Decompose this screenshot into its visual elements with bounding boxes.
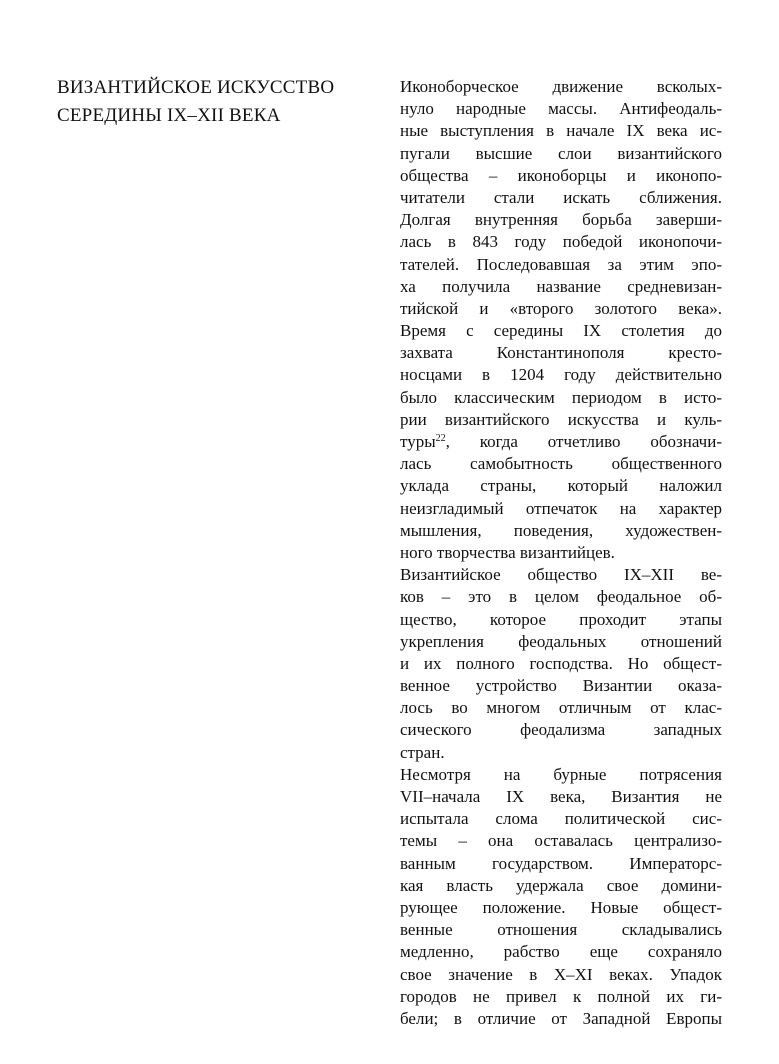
text-line: медленно, рабство еще сохраняло xyxy=(400,942,722,962)
text-line: неизгладимый отпечаток на характер xyxy=(400,498,722,518)
text-line: пугали высшие слои византийского xyxy=(400,143,722,163)
text-line: читатели стали искать сближения. xyxy=(400,187,722,207)
text-line: захвата Константинополя кресто- xyxy=(400,343,722,363)
paragraph-3 xyxy=(400,764,722,1030)
text-line: Иконоборческое движение всколых- xyxy=(400,77,722,96)
text-line: ные выступления в начале IX века ис- xyxy=(400,121,722,141)
text-line: носцами в 1204 году действительно xyxy=(400,365,722,385)
chapter-heading-line-2: СЕРЕДИНЫ IX–XII ВЕКА xyxy=(57,105,281,126)
paragraph-1 xyxy=(400,76,722,564)
text-line: VII–начала IX века, Византия не xyxy=(400,787,722,806)
text-line: лось во многом отличным от клас- xyxy=(400,698,722,718)
text-line: стран. xyxy=(400,742,445,762)
text-line: кая власть удержала свое домини- xyxy=(400,875,722,895)
text-line: Время с середины IX столетия до xyxy=(400,321,722,341)
text-line: уклада страны, который наложил xyxy=(400,476,722,496)
text-line: испытала слома политической сис- xyxy=(400,809,722,829)
text-line: ков – это в целом феодальное об- xyxy=(400,587,722,607)
footnote-ref: 22 xyxy=(435,433,446,444)
chapter-heading xyxy=(57,74,377,130)
text-line: щество, которое проходит этапы xyxy=(400,609,722,629)
body-text xyxy=(400,76,722,1030)
text-line: городов не привел к полной их ги- xyxy=(400,986,722,1006)
text-line: тателей. Последовавшая за этим эпо- xyxy=(400,254,722,274)
text-line: нуло народные массы. Антифеодаль- xyxy=(400,99,722,119)
text-line: бели; в отличие от Западной Европы xyxy=(400,1008,722,1028)
text-line-with-footnote xyxy=(400,431,722,453)
text-line: ха получила название средневизан- xyxy=(400,276,722,296)
text-line: мышления, поведения, художествен- xyxy=(400,520,722,540)
text-line: рующее положение. Новые общест- xyxy=(400,897,722,917)
text-line: темы – она оставалась централизо- xyxy=(400,831,722,851)
text-line: Несмотря на бурные потрясения xyxy=(400,764,722,784)
paragraph-2 xyxy=(400,564,722,764)
text-fragment: туры xyxy=(400,432,436,451)
text-line: ного творчества византийцев. xyxy=(400,542,615,562)
text-line: и их полного господства. Но общест- xyxy=(400,653,722,673)
text-fragment: , когда отчетливо обозначи- xyxy=(445,432,722,451)
text-line: рии византийского искусства и куль- xyxy=(400,409,722,429)
text-line: венные отношения складывались xyxy=(400,920,722,940)
text-line: тийской и «второго золотого века». xyxy=(400,298,722,318)
text-line: лась самобытность общественного xyxy=(400,454,722,474)
text-line: свое значение в X–XI веках. Упадок xyxy=(400,964,722,984)
text-line: лась в 843 году победой иконопочи- xyxy=(400,232,722,252)
text-line: укрепления феодальных отношений xyxy=(400,631,722,651)
text-line: венное устройство Византии оказа- xyxy=(400,676,722,696)
text-line: было классическим периодом в исто- xyxy=(400,387,722,407)
text-line: ванным государством. Императорс- xyxy=(400,853,722,873)
text-line: Долгая внутренняя борьба заверши- xyxy=(400,210,722,230)
text-line: Византийское общество IX–XII ве- xyxy=(400,565,722,585)
text-line: общества – иконоборцы и иконопо- xyxy=(400,165,722,185)
chapter-heading-line-1: ВИЗАНТИЙСКОЕ ИСКУССТВО xyxy=(57,77,335,98)
text-line: сического феодализма западных xyxy=(400,720,722,740)
